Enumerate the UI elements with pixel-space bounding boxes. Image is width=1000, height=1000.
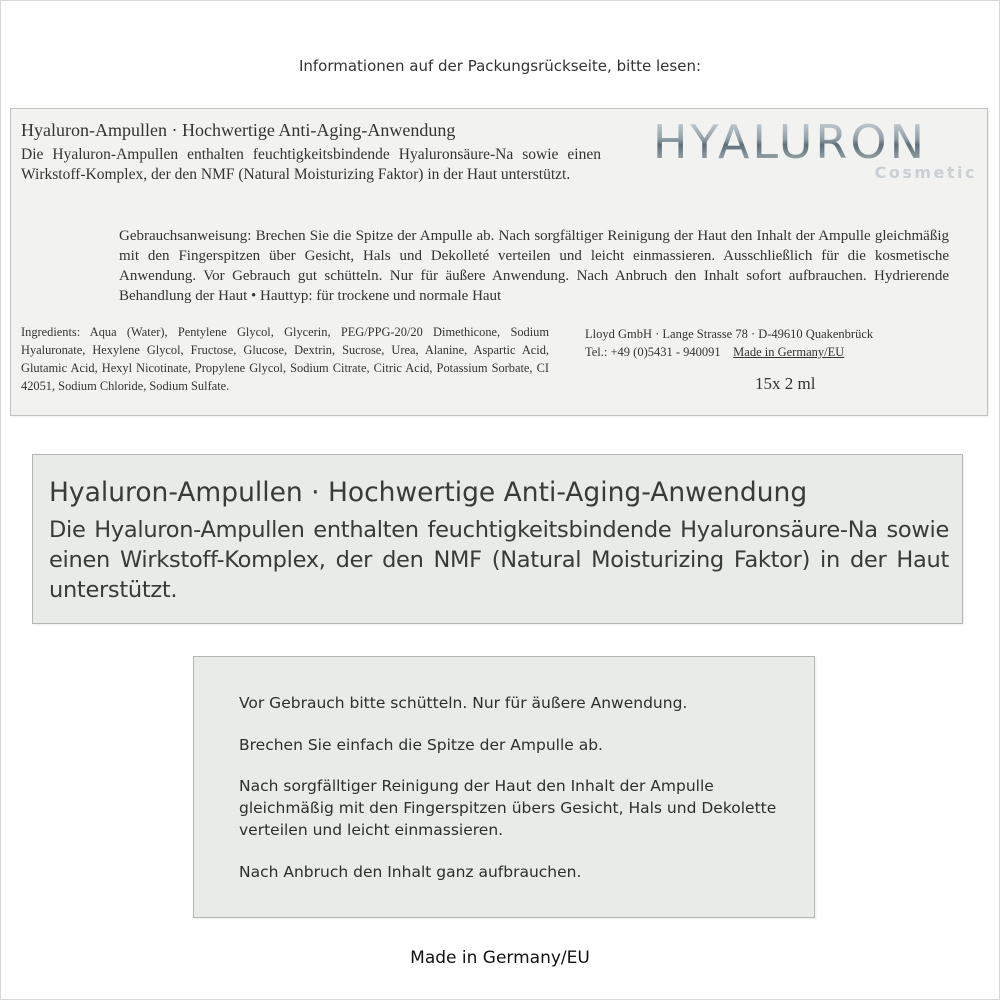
description-panel <box>32 454 963 624</box>
label-made-in: Made in Germany/EU <box>733 345 845 359</box>
usage-instructions: Gebrauchsanweisung: Brechen Sie die Spitze der Ampulle ab. Nach sorgfältiger Reinigung der Haut den Inhalt der Ampulle gleichmäßig mit den Fingerspitzen über Gesicht, Hals und Dekolleté verteilen und leicht einmassieren. Ausschließlich für die kosmetische Anwendung. Vor Gebrauch gut schütteln. Nur für äußere Anwendung. Nach Anbruch den Inhalt sofort aufbrauchen. Hydrierende Behandlung der Haut • Hauttyp: für trockene und normale Haut <box>119 228 949 304</box>
instruction-item: Nach sorgfälltiger Reinigung der Haut den Inhalt der Ampulle gleichmäßig mit den Fingerspitzen übers Gesicht, Hals und Dekolette verteilen und leicht einmassieren. <box>239 777 777 839</box>
instruction-item: Vor Gebrauch bitte schütteln. Nur für äußere Anwendung. <box>239 694 688 712</box>
label-description: Die Hyaluron-Ampullen enthalten feuchtigkeitsbindende Hyaluronsäure-Na sowie einen Wirkstoff-Komplex, der den NMF (Natural Moisturizing Faktor) in der Haut unterstützt. <box>21 146 601 183</box>
company-phone: Tel.: +49 (0)5431 - 940091 <box>585 345 721 359</box>
brand-subtitle: Cosmetic <box>874 163 977 182</box>
description-panel-title: Hyaluron-Ampullen · Hochwertige Anti-Aging-Anwendung <box>49 477 808 508</box>
instructions-panel <box>193 656 815 918</box>
label-title: Hyaluron-Ampullen · Hochwertige Anti-Aging-Anwendung <box>21 120 456 140</box>
label-panel <box>10 108 988 416</box>
instruction-item: Brechen Sie einfach die Spitze der Ampulle ab. <box>239 736 603 754</box>
brand-name: HYALURON <box>652 115 927 169</box>
brand-logo <box>652 111 977 189</box>
company-contact-line <box>585 343 945 361</box>
footer-made-in: Made in Germany/EU <box>410 948 590 968</box>
package-quantity: 15x 2 ml <box>755 374 816 393</box>
instruction-item: Nach Anbruch den Inhalt ganz aufbrauchen. <box>239 863 582 881</box>
company-address: Lloyd GmbH · Lange Strasse 78 · D-49610 Quakenbrück <box>585 327 874 341</box>
company-info <box>585 325 945 361</box>
description-panel-text: Die Hyaluron-Ampullen enthalten feuchtigkeitsbindende Hyaluronsäure-Na sowie einen Wirkstoff-Komplex, der den NMF (Natural Moisturizing Faktor) in der Haut unterstützt. <box>49 517 949 603</box>
ingredients-list: Ingredients: Aqua (Water), Pentylene Glycol, Glycerin, PEG/PPG-20/20 Dimethicone, Sodium Hyaluronate, Hexylene Glycol, Fructose, Glucose, Dextrin, Sucrose, Urea, Alanine, Aspartic Acid, Glutamic Acid, Hexyl Nicotinate, Propylene Glycol, Sodium Citrate, Citric Acid, Potassium Sorbate, CI 42051, Sodium Chloride, Sodium Sulfate. <box>21 325 549 393</box>
top-note: Informationen auf der Packungsrückseite, bitte lesen: <box>298 57 702 75</box>
